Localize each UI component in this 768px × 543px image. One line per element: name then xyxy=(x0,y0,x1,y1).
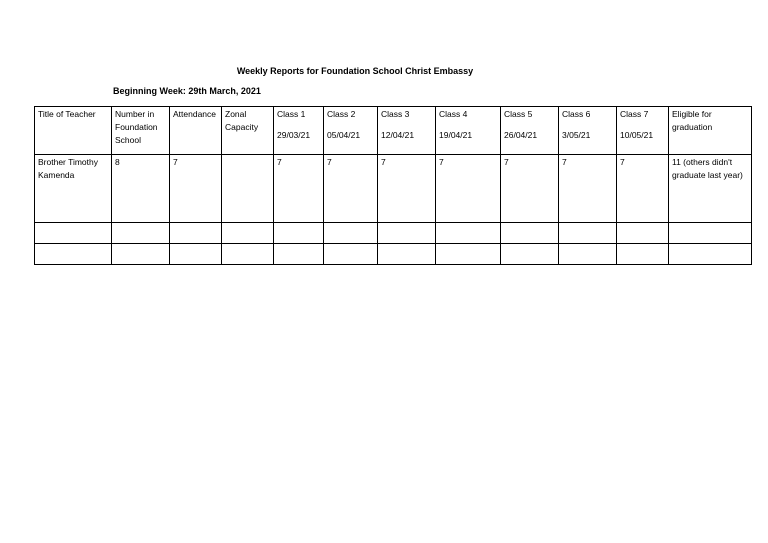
table-cell xyxy=(617,223,669,244)
table-cell xyxy=(378,223,436,244)
header-cell-class-6 xyxy=(559,107,617,155)
table-cell xyxy=(35,244,112,265)
table-cell xyxy=(501,244,559,265)
header-label: Class 5 xyxy=(504,109,533,119)
table-cell xyxy=(112,244,170,265)
table-cell: 7 xyxy=(324,155,378,223)
table-cell xyxy=(274,244,324,265)
header-cell-attendance xyxy=(170,107,222,155)
header-cell-class-3 xyxy=(378,107,436,155)
table-cell: 7 xyxy=(436,155,501,223)
header-date: 19/04/21 xyxy=(439,130,473,140)
table-cell xyxy=(324,223,378,244)
header-date: 05/04/21 xyxy=(327,130,361,140)
header-label: Class 3 xyxy=(381,109,410,119)
table-cell: 7 xyxy=(170,155,222,223)
header-cell-class-1 xyxy=(274,107,324,155)
table-row xyxy=(35,223,752,244)
table-cell xyxy=(324,244,378,265)
header-date: 29/03/21 xyxy=(277,130,311,140)
table-cell xyxy=(378,244,436,265)
table-cell xyxy=(170,223,222,244)
table-cell: 7 xyxy=(378,155,436,223)
table-row xyxy=(35,244,752,265)
table-cell xyxy=(436,244,501,265)
header-label: Class 1 xyxy=(277,109,306,119)
table-cell: 7 xyxy=(501,155,559,223)
header-label: Class 7 xyxy=(620,109,649,119)
table-cell: 11 (others didn't graduate last year) xyxy=(669,155,752,223)
header-label: Class 2 xyxy=(327,109,356,119)
table-cell: 7 xyxy=(617,155,669,223)
table-cell xyxy=(501,223,559,244)
document-title: Weekly Reports for Foundation School Christ Embassy xyxy=(236,66,474,76)
header-cell-class-4 xyxy=(436,107,501,155)
header-cell-title-of-teacher xyxy=(35,107,112,155)
header-cell-eligible-for-graduation xyxy=(669,107,752,155)
header-date: 26/04/21 xyxy=(504,130,538,140)
header-cell-class-5 xyxy=(501,107,559,155)
table-cell xyxy=(170,244,222,265)
table-cell xyxy=(559,244,617,265)
table-cell: 8 xyxy=(112,155,170,223)
header-date: 12/04/21 xyxy=(381,130,415,140)
header-label: Eligible for graduation xyxy=(672,109,713,132)
table-cell xyxy=(669,223,752,244)
header-date: 10/05/21 xyxy=(620,130,654,140)
table-cell xyxy=(669,244,752,265)
document-subtitle: Beginning Week: 29th March, 2021 xyxy=(113,86,261,96)
header-label: Title of Teacher xyxy=(38,109,96,119)
table-cell xyxy=(617,244,669,265)
table-cell xyxy=(274,223,324,244)
weekly-report-table xyxy=(34,106,752,265)
table-cell xyxy=(222,155,274,223)
header-label: Number in Foundation School xyxy=(115,109,158,145)
header-label: Class 6 xyxy=(562,109,591,119)
header-date: 3/05/21 xyxy=(562,130,591,140)
table-header-row xyxy=(35,107,752,155)
table-row xyxy=(35,155,752,223)
table-cell xyxy=(436,223,501,244)
header-label: Zonal Capacity xyxy=(225,109,259,132)
table-cell: 7 xyxy=(274,155,324,223)
header-cell-zonal-capacity xyxy=(222,107,274,155)
header-cell-class-2 xyxy=(324,107,378,155)
header-cell-number-in-foundation-school xyxy=(112,107,170,155)
table-cell xyxy=(222,244,274,265)
table-cell: 7 xyxy=(559,155,617,223)
header-label: Attendance xyxy=(173,109,217,119)
header-label: Class 4 xyxy=(439,109,468,119)
table-cell: Brother Timothy Kamenda xyxy=(35,155,112,223)
table-cell xyxy=(35,223,112,244)
header-cell-class-7 xyxy=(617,107,669,155)
table-cell xyxy=(559,223,617,244)
table-cell xyxy=(112,223,170,244)
table-cell xyxy=(222,223,274,244)
